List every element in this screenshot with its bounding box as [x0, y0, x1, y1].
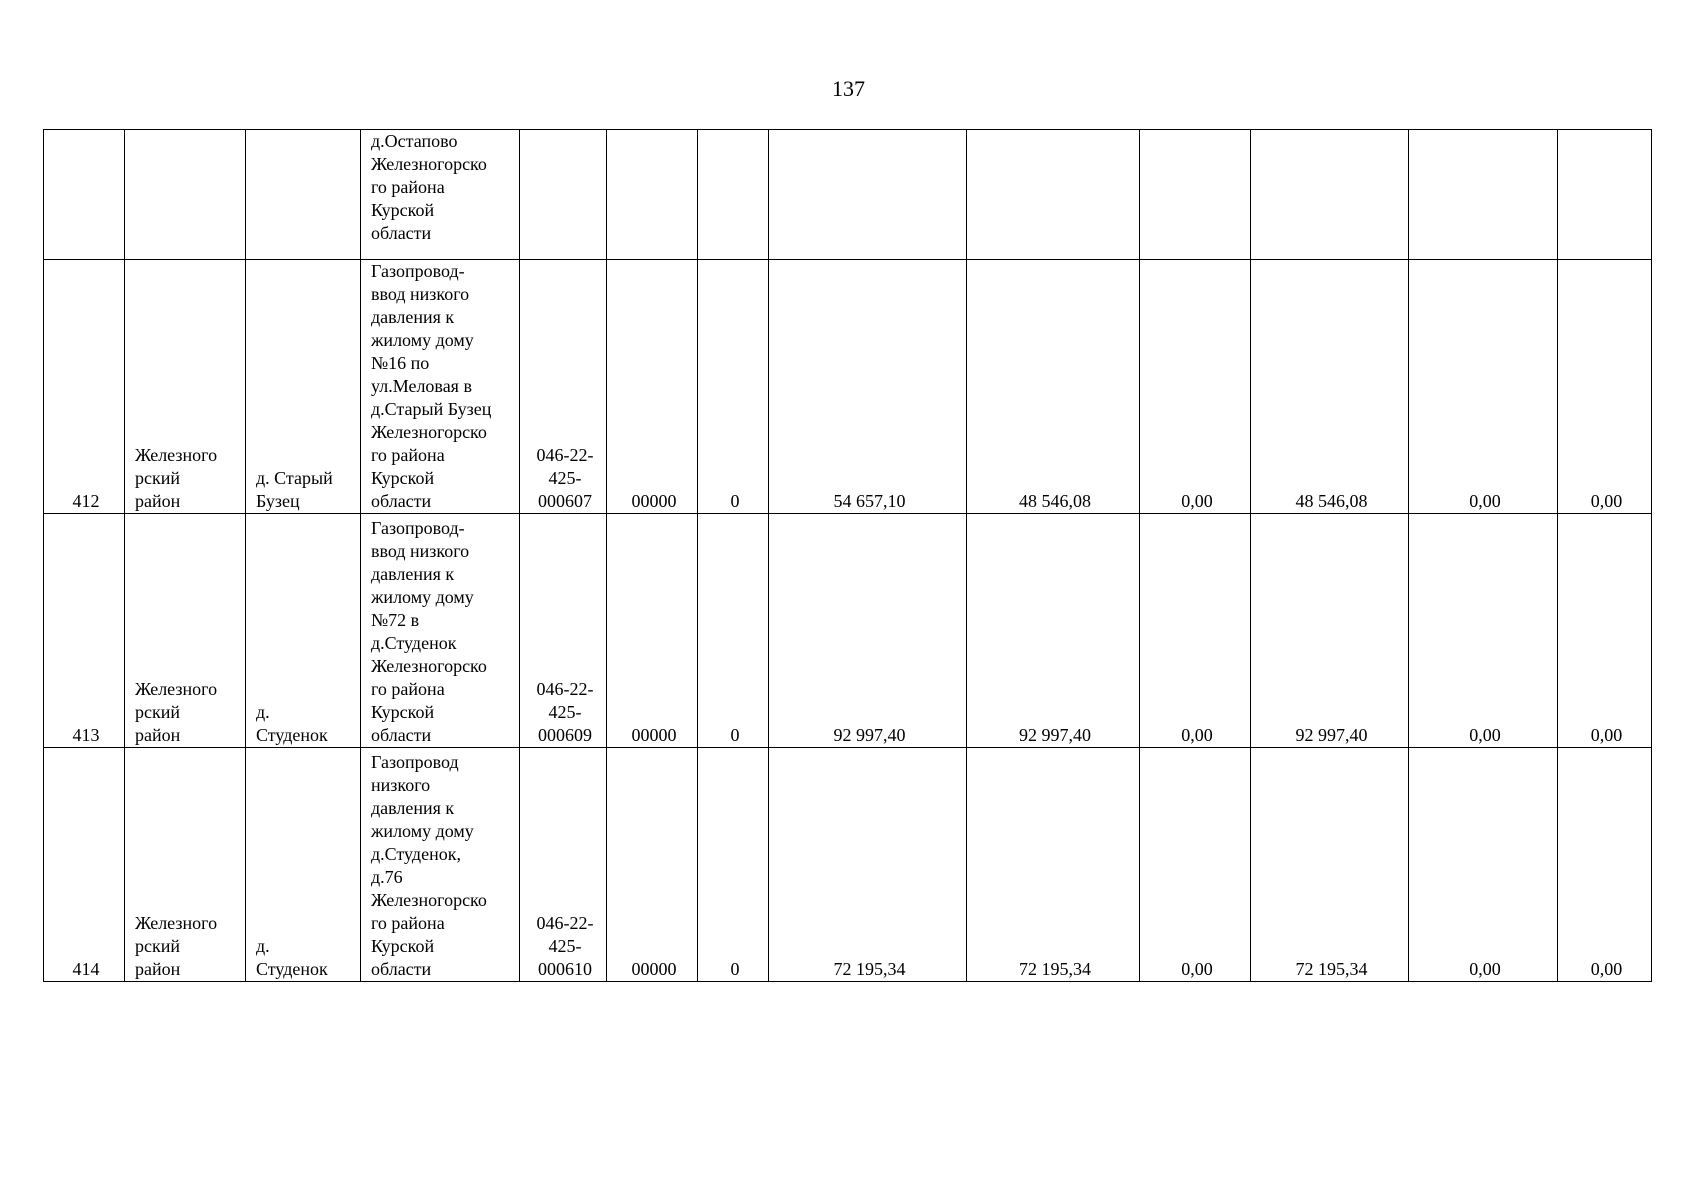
amount-value: 48 546,08	[1019, 491, 1091, 511]
cell-code2: 00000	[607, 260, 698, 514]
amount-value: 0,00	[1469, 725, 1501, 745]
cell-district: Железного рский район	[125, 748, 246, 982]
cell-num: 412	[44, 260, 125, 514]
cell-amount-5	[1409, 130, 1558, 260]
cell-amount-3	[1140, 130, 1251, 260]
cell-locality: д. Студенок	[246, 748, 361, 982]
cell-amount-3	[1140, 260, 1251, 514]
cell-code2	[607, 130, 698, 260]
table-row	[44, 748, 1652, 982]
cell-amount-2	[967, 748, 1140, 982]
cell-amount-6	[1558, 260, 1652, 514]
cell-amount-4	[1251, 130, 1409, 260]
cell-amount-4	[1251, 748, 1409, 982]
cell-amount-3	[1140, 748, 1251, 982]
cell-num: 414	[44, 748, 125, 982]
amount-value: 72 195,34	[833, 959, 906, 979]
amount-value: 48 546,08	[1295, 491, 1368, 511]
cell-flag	[698, 130, 769, 260]
table-row	[44, 260, 1652, 514]
cell-code	[520, 130, 607, 260]
cell-code: 046-22- 425- 000610	[520, 748, 607, 982]
cell-district	[125, 130, 246, 260]
amount-value: 0,00	[1590, 959, 1623, 979]
cell-code: 046-22- 425- 000609	[520, 514, 607, 748]
cell-amount-1	[769, 130, 967, 260]
amount-value: 92 997,40	[1019, 725, 1091, 745]
cell-locality: д. Старый Бузец	[246, 260, 361, 514]
cell-flag: 0	[698, 514, 769, 748]
amount-value: 0,00	[1181, 491, 1213, 511]
cell-code2: 00000	[607, 514, 698, 748]
cell-district: Железного рский район	[125, 514, 246, 748]
cell-amount-6	[1558, 130, 1652, 260]
cell-amount-1	[769, 748, 967, 982]
amount-value: 54 657,10	[833, 491, 906, 511]
cell-amount-5	[1409, 748, 1558, 982]
cell-num	[44, 130, 125, 260]
cell-description: Газопровод- ввод низкого давления к жилому дому №16 по ул.Меловая в д.Старый Бузец Железногорско го района Курской области	[361, 260, 520, 514]
amount-value: 0,00	[1590, 491, 1623, 511]
register-table	[43, 129, 1652, 982]
cell-amount-4	[1251, 260, 1409, 514]
cell-description: д.Остапово Железногорско го района Курской области	[361, 130, 520, 260]
amount-value: 0,00	[1181, 959, 1213, 979]
amount-value: 72 195,34	[1295, 959, 1368, 979]
cell-amount-2	[967, 260, 1140, 514]
cell-code2: 00000	[607, 748, 698, 982]
amount-value: 92 997,40	[833, 725, 906, 745]
cell-amount-3	[1140, 514, 1251, 748]
amount-value: 0,00	[1469, 959, 1501, 979]
cell-amount-1	[769, 260, 967, 514]
cell-amount-5	[1409, 514, 1558, 748]
cell-amount-4	[1251, 514, 1409, 748]
cell-amount-1	[769, 514, 967, 748]
cell-num: 413	[44, 514, 125, 748]
table-row	[44, 514, 1652, 748]
amount-value: 72 195,34	[1019, 959, 1091, 979]
cell-amount-2	[967, 514, 1140, 748]
cell-description: Газопровод- ввод низкого давления к жилому дому №72 в д.Студенок Железногорско го района Курской области	[361, 514, 520, 748]
amount-value: 0,00	[1590, 725, 1623, 745]
amount-value: 0,00	[1181, 725, 1213, 745]
amount-value: 92 997,40	[1295, 725, 1368, 745]
cell-locality: д. Студенок	[246, 514, 361, 748]
table-row-continuation	[44, 130, 1652, 260]
cell-flag: 0	[698, 260, 769, 514]
cell-code: 046-22- 425- 000607	[520, 260, 607, 514]
cell-amount-6	[1558, 748, 1652, 982]
cell-flag: 0	[698, 748, 769, 982]
cell-locality	[246, 130, 361, 260]
amount-value: 0,00	[1469, 491, 1501, 511]
cell-description: Газопровод низкого давления к жилому дому д.Студенок, д.76 Железногорско го района Курской области	[361, 748, 520, 982]
cell-district: Железного рский район	[125, 260, 246, 514]
cell-amount-6	[1558, 514, 1652, 748]
cell-amount-5	[1409, 260, 1558, 514]
cell-amount-2	[967, 130, 1140, 260]
page-number: 137	[832, 76, 865, 101]
